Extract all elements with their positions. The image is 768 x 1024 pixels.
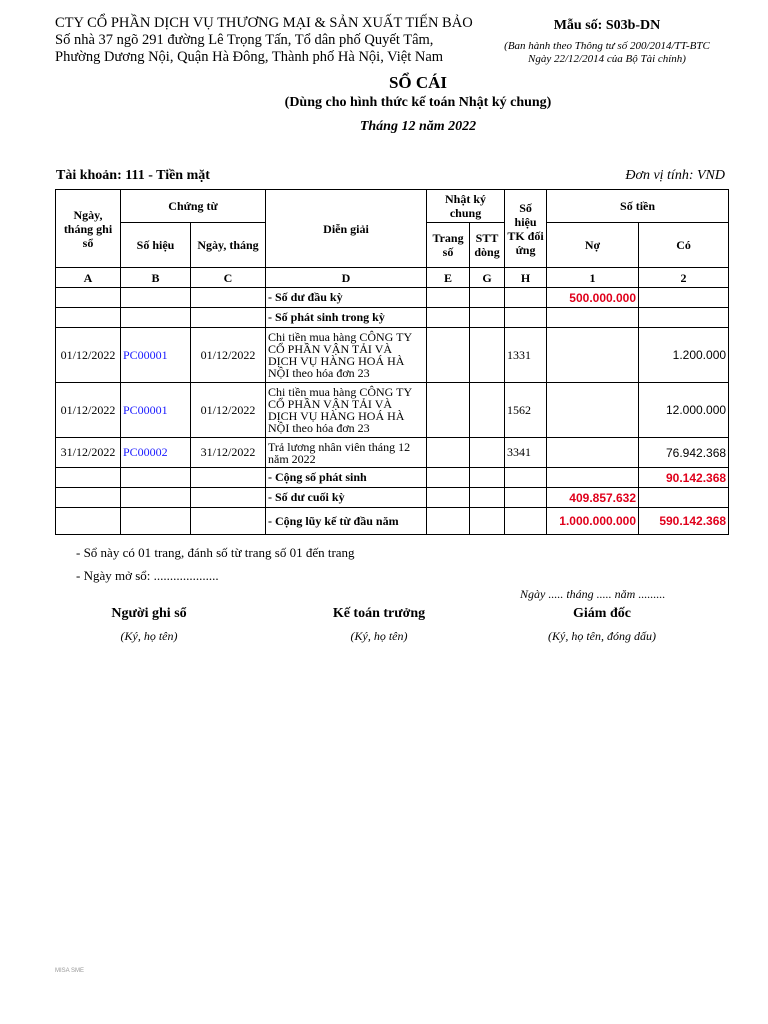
page-count-note: - Sổ này có 01 trang, đánh số từ trang số 01 đến trang [76, 545, 355, 560]
table-row-closing-balance [56, 488, 729, 508]
table-row [56, 438, 729, 468]
column-code: 2 [639, 268, 729, 288]
column-code: 1 [547, 268, 639, 288]
currency-unit: Đơn vị tính: VND [625, 168, 725, 183]
header-amount: Số tiền [547, 190, 729, 223]
entry-date: 01/12/2022 [56, 383, 121, 438]
column-code: C [191, 268, 266, 288]
header-voucher-no: Số hiệu [121, 223, 191, 268]
company-name: CTY CỔ PHẦN DỊCH VỤ THƯƠNG MẠI & SẢN XUẤT TIẾN BẢO [55, 15, 473, 31]
ledger-table [55, 189, 729, 535]
period: Tháng 12 năm 2022 [359, 119, 477, 134]
table-row [56, 383, 729, 438]
header-journal: Nhật ký chung [427, 190, 505, 223]
closing-balance-label: - Số dư cuối kỳ [266, 488, 427, 508]
header-credit: Có [639, 223, 729, 268]
period-total-credit: 90.142.368 [639, 468, 729, 488]
document-subtitle: (Dùng cho hình thức kế toán Nhật ký chung) [284, 95, 552, 110]
column-code: H [505, 268, 547, 288]
company-address-line1: Số nhà 37 ngõ 291 đường Lê Trọng Tấn, Tổ dân phố Quyết Tâm, [55, 32, 434, 48]
header-journal-line: STT dòng [470, 223, 505, 268]
entry-description: Trả lương nhân viên tháng 12 năm 2022 [266, 438, 427, 468]
header-journal-page: Trang số [427, 223, 470, 268]
entry-voucher-link[interactable]: PC00002 [121, 438, 191, 468]
opening-balance-debit: 500.000.000 [547, 288, 639, 308]
cumulative-label: - Cộng lũy kế từ đầu năm [266, 508, 427, 535]
entry-contra-account: 1331 [505, 328, 547, 383]
entry-voucher-date: 01/12/2022 [191, 383, 266, 438]
software-footer: MISA SME [55, 968, 85, 974]
company-address-line2: Phường Dương Nội, Quận Hà Đông, Thành phố Hà Nội, Việt Nam [55, 49, 444, 65]
entry-credit: 1.200.000 [639, 328, 729, 383]
form-number: Mẫu số: S03b-DN [553, 18, 661, 33]
entry-voucher-date: 01/12/2022 [191, 328, 266, 383]
director-title: Giám đốc [573, 606, 631, 621]
chief-accountant-note: (Ký, họ tên) [350, 629, 408, 643]
entry-voucher-link[interactable]: PC00001 [121, 383, 191, 438]
closing-balance-debit: 409.857.632 [547, 488, 639, 508]
preparer-note: (Ký, họ tên) [120, 629, 178, 643]
opening-balance-label: - Số dư đầu kỳ [266, 288, 427, 308]
period-activity-label: - Số phát sinh trong kỳ [266, 308, 427, 328]
column-code: A [56, 268, 121, 288]
column-code: D [266, 268, 427, 288]
header-contra-account: Số hiệu TK đối ứng [505, 190, 547, 268]
open-date-note: - Ngày mở sổ: .................... [76, 568, 219, 583]
cumulative-debit: 1.000.000.000 [547, 508, 639, 535]
director-note: (Ký, họ tên, đóng dấu) [548, 629, 656, 643]
header-description: Diễn giải [266, 190, 427, 268]
column-code: E [427, 268, 470, 288]
preparer-title: Người ghi sổ [111, 606, 187, 621]
table-row-cumulative [56, 508, 729, 535]
table-row-opening-balance [56, 288, 729, 308]
document-title: SỔ CÁI [388, 73, 448, 92]
entry-date: 01/12/2022 [56, 328, 121, 383]
table-row [56, 328, 729, 383]
table-row-period-total [56, 468, 729, 488]
entry-contra-account: 3341 [505, 438, 547, 468]
period-total-label: - Cộng số phát sinh [266, 468, 427, 488]
header-debit: Nợ [547, 223, 639, 268]
entry-voucher-date: 31/12/2022 [191, 438, 266, 468]
entry-date: 31/12/2022 [56, 438, 121, 468]
form-note [468, 40, 746, 66]
column-code: B [121, 268, 191, 288]
header-voucher-date: Ngày, tháng [191, 223, 266, 268]
entry-description: Chi tiền mua hàng CÔNG TY CỔ PHẦN VẬN TẢI VÀ DỊCH VỤ HÀNG HOÁ HÀ NỘI theo hóa đơn 23 [266, 328, 427, 383]
entry-credit: 76.942.368 [639, 438, 729, 468]
entry-voucher-link[interactable]: PC00001 [121, 328, 191, 383]
table-row-period-heading [56, 308, 729, 328]
signature-date-line: Ngày ..... tháng ..... năm ......... [520, 587, 666, 601]
column-code: G [470, 268, 505, 288]
company-block [55, 15, 473, 66]
chief-accountant-title: Kế toán trưởng [332, 606, 426, 621]
account-label: Tài khoản: 111 - Tiền mặt [56, 168, 210, 183]
header-date: Ngày, tháng ghi sổ [56, 190, 121, 268]
header-voucher: Chứng từ [121, 190, 266, 223]
entry-credit: 12.000.000 [639, 383, 729, 438]
form-note-line1: (Ban hành theo Thông tư số 200/2014/TT-BTC [504, 40, 710, 52]
cumulative-credit: 590.142.368 [639, 508, 729, 535]
entry-description: Chi tiền mua hàng CÔNG TY CỔ PHẦN VẬN TẢI VÀ DỊCH VỤ HÀNG HOÁ HÀ NỘI theo hóa đơn 23 [266, 383, 427, 438]
entry-contra-account: 1562 [505, 383, 547, 438]
form-note-line2: Ngày 22/12/2014 của Bộ Tài chính) [528, 53, 686, 65]
